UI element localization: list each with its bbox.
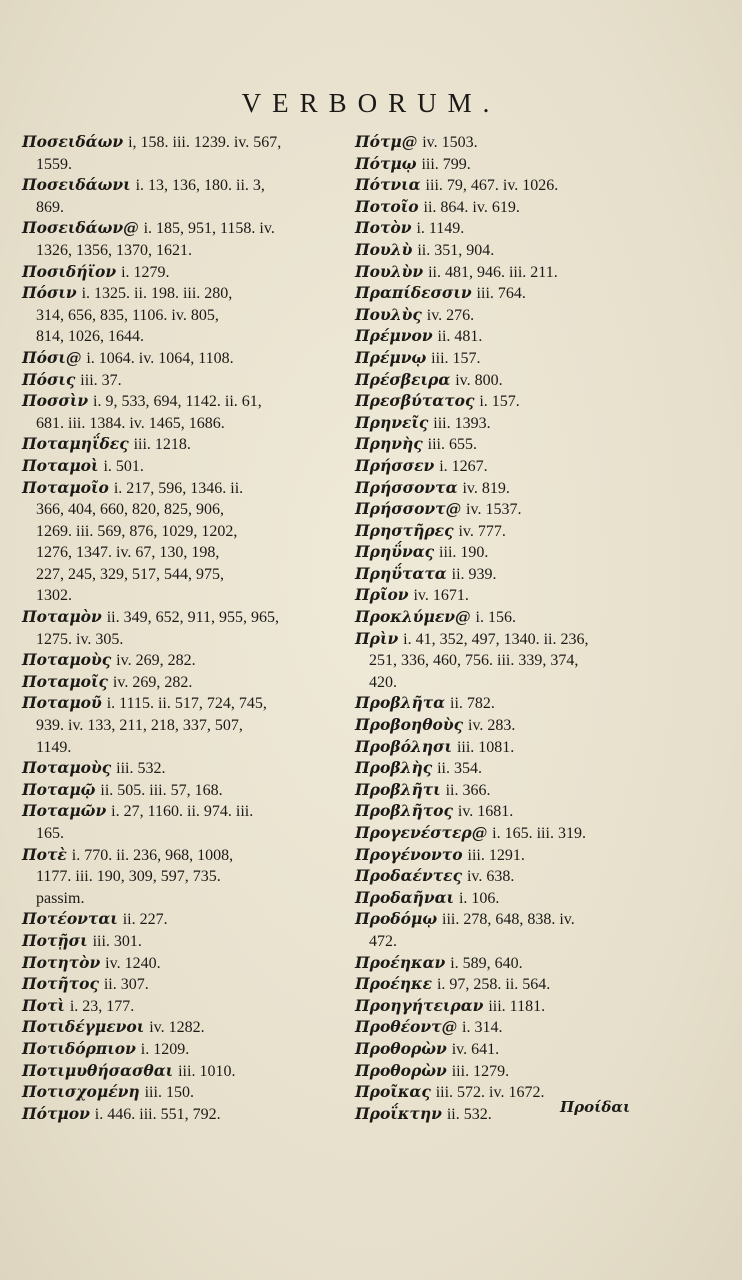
headword: Προθέοντ@: [355, 1017, 458, 1037]
line-references: iv. 777.: [458, 522, 506, 540]
line-references: iv. 283.: [468, 717, 516, 735]
index-entry-continuation: [22, 715, 340, 737]
line-references: i. 501.: [103, 457, 144, 475]
index-entry: [355, 715, 723, 737]
line-references: iii. 1291.: [467, 846, 525, 864]
headword: Προδόμῳ: [355, 909, 438, 929]
index-entry: [355, 434, 723, 456]
index-entry: [355, 218, 723, 240]
index-entry: [22, 456, 340, 478]
headword: Ποτῆτος: [22, 974, 99, 994]
line-references: 814, 1026, 1644.: [36, 328, 144, 346]
line-references: 251, 336, 460, 756. iii. 339, 374,: [369, 652, 579, 670]
headword: Ποτὸν: [355, 218, 412, 238]
line-references: 1269. iii. 569, 876, 1029, 1202,: [36, 522, 238, 540]
index-entry: [22, 953, 340, 975]
headword: Πρηνὴς: [355, 434, 423, 454]
headword: Πρηΰτατα: [355, 563, 447, 583]
line-references: i. 314.: [462, 1019, 503, 1037]
headword: Πρὶν: [355, 628, 399, 648]
line-references: iv. 269, 282.: [116, 652, 196, 670]
line-references: i. 1209.: [140, 1040, 190, 1058]
index-entry-continuation: [22, 326, 340, 348]
headword: Προβλῆτα: [355, 693, 446, 713]
headword: Ποταμοὶ: [22, 455, 99, 475]
index-entry-continuation: [22, 154, 340, 176]
headword: Πρηνεῖς: [355, 412, 429, 432]
line-references: iv. 1671.: [413, 587, 469, 605]
headword: Ποταμοῦ: [22, 693, 102, 713]
index-entry: [355, 1082, 723, 1104]
line-references: iii. 79, 467. iv. 1026.: [425, 177, 559, 195]
index-entry: [355, 456, 723, 478]
line-references: ii. 481, 946. iii. 211.: [428, 263, 558, 281]
headword: Ποσειδάων: [22, 132, 124, 151]
line-references: i. 217, 596, 1346. ii.: [113, 479, 244, 497]
index-entry: [355, 175, 723, 197]
headword: Ποτὶ: [22, 995, 65, 1015]
headword: Πρηΰνας: [355, 542, 435, 562]
line-references: i. 1115. ii. 517, 724, 745,: [106, 695, 267, 713]
line-references: iv. 276.: [426, 306, 475, 324]
index-entry: [355, 758, 723, 780]
line-references: 939. iv. 133, 211, 218, 337, 507,: [36, 717, 243, 735]
headword: Προηγήτειραν: [355, 995, 484, 1015]
index-entry: [355, 283, 723, 305]
index-entry: [22, 845, 340, 867]
catchword: Προίδαι: [560, 1098, 631, 1116]
line-references: i. 23, 177.: [69, 997, 135, 1015]
index-entry-continuation: [22, 413, 340, 435]
index-entry: [355, 1104, 723, 1126]
index-entry: [22, 391, 340, 413]
headword: Πόσιν: [22, 283, 77, 303]
index-entry: [355, 499, 723, 521]
line-references: 869.: [36, 198, 64, 216]
index-entry: [22, 262, 340, 284]
line-references: ii. 864. iv. 619.: [423, 198, 520, 216]
headword: Προθορὼν: [355, 1038, 447, 1058]
headword: Ποταμῶν: [22, 801, 107, 821]
index-entry-continuation: [22, 305, 340, 327]
line-references: ii. 349, 652, 911, 955, 965,: [106, 609, 280, 627]
headword: Ποσειδάωνι: [22, 175, 131, 195]
headword: Πρεσβύτατος: [355, 391, 475, 411]
line-references: ii. 481.: [437, 328, 483, 346]
headword: Ποταμῷ: [22, 779, 96, 799]
index-entry: [22, 909, 340, 931]
index-entry-continuation: [22, 823, 340, 845]
running-header: VERBORUM.: [241, 88, 501, 118]
headword: Προθορὼν: [355, 1060, 447, 1080]
line-references: i. 1149.: [416, 220, 465, 238]
index-entry: [22, 1061, 340, 1083]
line-references: iii. 150.: [144, 1084, 194, 1102]
headword: Προγένοντο: [355, 844, 463, 864]
line-references: i. 1325. ii. 198. iii. 280,: [81, 285, 233, 303]
index-entry: [22, 1082, 340, 1104]
line-references: 366, 404, 660, 820, 825, 906,: [36, 501, 224, 519]
line-references: i. 97, 258. ii. 564.: [436, 976, 551, 994]
headword: Ποταμὸν: [22, 607, 102, 627]
headword: Ποτιμυθήσασθαι: [22, 1060, 174, 1080]
index-entry: [22, 996, 340, 1018]
line-references: 1149.: [36, 738, 72, 756]
line-references: ii. 782.: [450, 695, 495, 713]
headword: Ποταμηΐδες: [22, 434, 129, 454]
index-entry: [355, 240, 723, 262]
index-entry-continuation: [22, 197, 340, 219]
headword: Ποτητὸν: [22, 952, 101, 972]
line-references: i. 446. iii. 551, 792.: [94, 1105, 221, 1123]
line-references: iii. 764.: [476, 285, 526, 303]
headword: Πότμῳ: [355, 153, 417, 173]
headword: Πουλὺν: [355, 261, 424, 281]
line-references: 314, 656, 835, 1106. iv. 805,: [36, 306, 219, 324]
index-entry: [355, 521, 723, 543]
index-entry: [355, 585, 723, 607]
line-references: iii. 1393.: [433, 414, 491, 432]
headword: Ποτέονται: [22, 909, 118, 929]
index-entry: [355, 693, 723, 715]
index-entry: [355, 629, 723, 651]
headword: Ποτὲ: [22, 844, 67, 864]
index-entry: [22, 974, 340, 996]
headword: Πρέμνῳ: [355, 347, 427, 367]
index-entry: [355, 262, 723, 284]
line-references: i. 41, 352, 497, 1340. ii. 236,: [403, 630, 589, 648]
line-references: i. 770. ii. 236, 968, 1008,: [71, 846, 234, 864]
index-entry-continuation: [22, 521, 340, 543]
line-references: 165.: [36, 825, 64, 842]
index-entry-continuation: [355, 650, 723, 672]
index-entry: [355, 607, 723, 629]
headword: Πραπίδεσσιν: [355, 283, 472, 303]
line-references: iii. 278, 648, 838. iv.: [442, 911, 575, 929]
index-entry: [355, 974, 723, 996]
headword: Προβλῆτι: [355, 779, 441, 799]
index-entry: [355, 953, 723, 975]
index-entry: [22, 478, 340, 500]
index-entry: [355, 1039, 723, 1061]
headword: Πότνια: [355, 175, 421, 195]
line-references: iv. 819.: [462, 479, 510, 497]
index-entry: [22, 175, 340, 197]
line-references: iii. 799.: [421, 155, 471, 173]
index-entry-continuation: [22, 564, 340, 586]
headword: Πρήσσεν: [355, 455, 435, 475]
headword: Προβλῆτος: [355, 801, 453, 821]
index-column-right: [355, 132, 723, 1125]
index-entry-continuation: [22, 737, 340, 759]
line-references: i. 589, 640.: [450, 954, 523, 972]
line-references: i. 185, 951, 1158. iv.: [143, 220, 275, 238]
line-references: 472.: [369, 932, 397, 950]
index-entry: [22, 607, 340, 629]
line-references: 420.: [369, 673, 397, 691]
line-references: iv. 800.: [455, 371, 503, 389]
line-references: iv. 1282.: [149, 1019, 205, 1037]
line-references: ii. 354.: [437, 760, 482, 778]
headword: Πόσι@: [22, 347, 82, 367]
index-entry-continuation: [22, 240, 340, 262]
index-entry-continuation: [22, 499, 340, 521]
headword: Ποτιδόρπιον: [22, 1038, 136, 1058]
headword: Προδαῆναι: [355, 887, 455, 907]
line-references: 1559.: [36, 155, 72, 173]
headword: Προβοηθοὺς: [355, 715, 464, 735]
headword: Ποταμοὺς: [22, 758, 112, 778]
index-entry: [355, 370, 723, 392]
line-references: 1326, 1356, 1370, 1621.: [36, 241, 192, 259]
index-entry: [22, 348, 340, 370]
index-entry: [355, 542, 723, 564]
headword: Προγενέστερ@: [355, 823, 488, 842]
line-references: iv. 1681.: [457, 803, 514, 821]
line-references: iii. 1279.: [451, 1062, 510, 1080]
line-references: ii. 939.: [451, 565, 497, 583]
headword: Ποσιδήϊον: [22, 261, 117, 281]
index-entry: [22, 780, 340, 802]
line-references: ii. 532.: [446, 1105, 492, 1123]
index-entry-continuation: [22, 629, 340, 651]
line-references: iii. 655.: [427, 436, 477, 454]
index-entry: [355, 154, 723, 176]
index-entry: [355, 413, 723, 435]
line-references: iii. 1010.: [178, 1062, 236, 1080]
index-entry: [355, 1017, 723, 1039]
headword: Ποσσὶν: [22, 391, 89, 411]
headword: Πόσις: [22, 369, 76, 389]
line-references: iii. 1081.: [456, 738, 515, 756]
line-references: i. 1279.: [121, 263, 170, 281]
index-entry: [355, 866, 723, 888]
headword: Πρῖον: [355, 585, 409, 605]
index-entry: [355, 391, 723, 413]
line-references: iii. 572. iv. 1672.: [435, 1084, 545, 1102]
index-entry: [22, 1039, 340, 1061]
headword: Προέηκε: [355, 974, 433, 994]
line-references: iii. 1218.: [133, 436, 191, 454]
index-column-left: [22, 132, 340, 1125]
line-references: 681. iii. 1384. iv. 1465, 1686.: [36, 414, 225, 432]
line-references: iv. 638.: [466, 868, 515, 886]
line-references: iii. 157.: [431, 349, 481, 367]
headword: Πρέμνον: [355, 326, 433, 346]
index-entry: [355, 305, 723, 327]
index-entry: [22, 801, 340, 823]
index-entry: [22, 672, 340, 694]
line-references: iv. 1240.: [105, 954, 161, 972]
line-references: iv. 641.: [451, 1040, 500, 1058]
headword: Πότμον: [22, 1103, 90, 1123]
headword: Ποσειδάων@: [22, 218, 139, 238]
index-entry: [355, 197, 723, 219]
index-entry: [355, 823, 723, 845]
index-entry: [355, 326, 723, 348]
headword: Ποτοῖο: [355, 196, 419, 216]
headword: Ποτισχομένη: [22, 1082, 140, 1102]
index-entry-continuation: [22, 888, 340, 910]
index-entry: [22, 1017, 340, 1039]
index-entry-continuation: [22, 585, 340, 607]
index-entry: [22, 218, 340, 240]
line-references: iii. 532.: [116, 760, 166, 778]
line-references: 1177. iii. 190, 309, 597, 735.: [36, 868, 221, 886]
headword: Ποταμοῖς: [22, 671, 108, 691]
line-references: i. 1064. iv. 1064, 1108.: [86, 349, 234, 367]
line-references: iv. 1503.: [422, 134, 478, 151]
headword: Προκλύμεν@: [355, 607, 471, 627]
line-references: i. 9, 533, 694, 1142. ii. 61,: [93, 393, 262, 411]
line-references: 1302.: [36, 587, 72, 605]
line-references: i, 158. iii. 1239. iv. 567,: [128, 134, 282, 151]
index-entry-continuation: [355, 672, 723, 694]
headword: Πουλὺς: [355, 304, 422, 324]
headword: Προῖκας: [355, 1082, 431, 1102]
headword: Πουλὺ: [355, 239, 413, 259]
index-entry: [355, 737, 723, 759]
line-references: i. 27, 1160. ii. 974. iii.: [111, 803, 254, 821]
line-references: i. 13, 136, 180. ii. 3,: [135, 177, 265, 195]
index-entry: [22, 434, 340, 456]
index-entry: [355, 780, 723, 802]
line-references: ii. 307.: [103, 976, 149, 994]
index-entry: [355, 845, 723, 867]
index-entry: [355, 348, 723, 370]
line-references: iii. 37.: [80, 371, 122, 389]
line-references: 227, 245, 329, 517, 544, 975,: [36, 565, 224, 583]
headword: Προβόλησι: [355, 736, 452, 756]
headword: Πρέσβειρα: [355, 369, 451, 389]
headword: Προδαέντες: [355, 866, 463, 886]
line-references: i. 106.: [458, 889, 500, 907]
line-references: 1275. iv. 305.: [36, 630, 124, 648]
line-references: i. 156.: [475, 609, 516, 627]
index-entry: [22, 693, 340, 715]
line-references: 1276, 1347. iv. 67, 130, 198,: [36, 544, 220, 562]
index-entry: [22, 370, 340, 392]
index-entry: [355, 909, 723, 931]
index-entry: [355, 132, 723, 154]
index-entry: [355, 1061, 723, 1083]
line-references: iii. 301.: [92, 932, 142, 950]
index-entry: [22, 758, 340, 780]
index-entry: [22, 650, 340, 672]
headword: Προΐκτην: [355, 1103, 442, 1123]
index-entry-continuation: [355, 931, 723, 953]
line-references: i. 1267.: [439, 457, 488, 475]
line-references: i. 165. iii. 319.: [492, 825, 586, 842]
index-entry: [355, 888, 723, 910]
headword: Πότμ@: [355, 132, 418, 151]
index-entry: [22, 132, 340, 154]
headword: Προβλὴς: [355, 758, 433, 778]
line-references: ii. 366.: [445, 781, 491, 799]
index-entry: [355, 801, 723, 823]
index-entry: [22, 1104, 340, 1126]
line-references: i. 157.: [479, 393, 520, 411]
line-references: passim.: [36, 889, 85, 907]
line-references: iv. 269, 282.: [112, 673, 193, 691]
index-entry-continuation: [22, 542, 340, 564]
index-entry: [22, 283, 340, 305]
headword: Πρηστῆρες: [355, 520, 454, 540]
index-entry: [355, 996, 723, 1018]
headword: Πρήσσοντα: [355, 477, 458, 497]
headword: Ποταμοῖο: [22, 477, 109, 497]
line-references: iii. 1181.: [488, 997, 546, 1015]
headword: Ποταμοὺς: [22, 650, 112, 670]
headword: Προέηκαν: [355, 952, 446, 972]
headword: Πρήσσοντ@: [355, 499, 462, 519]
index-entry-continuation: [22, 866, 340, 888]
headword: Ποτιδέγμενοι: [22, 1017, 145, 1037]
headword: Ποτῇσι: [22, 930, 88, 950]
index-entry: [355, 564, 723, 586]
index-entry: [355, 478, 723, 500]
line-references: ii. 227.: [122, 911, 168, 929]
line-references: ii. 351, 904.: [417, 241, 495, 259]
line-references: ii. 505. iii. 57, 168.: [100, 781, 223, 799]
line-references: iv. 1537.: [466, 501, 522, 519]
line-references: iii. 190.: [439, 544, 489, 562]
index-entry: [22, 931, 340, 953]
